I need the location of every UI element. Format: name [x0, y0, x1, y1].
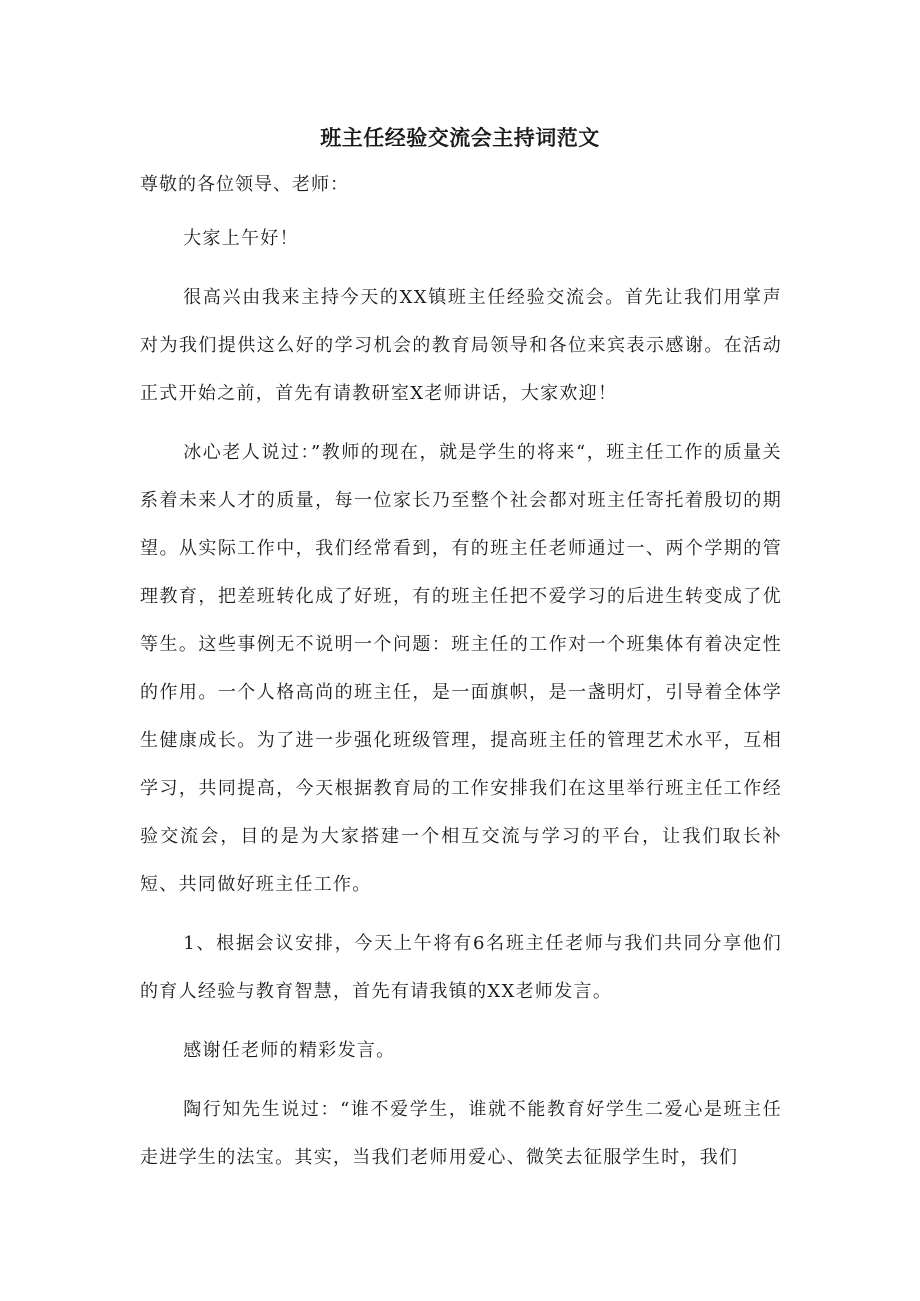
- paragraph-tao-xingzhi-quote: 陶行知先生说过：“谁不爱学生，谁就不能教育好学生二爱心是班主任走进学生的法宝。其实，当我们老师用爱心、微笑去征服学生时，我们: [140, 1099, 782, 1168]
- paragraph-greeting: 大家上午好！: [183, 228, 299, 249]
- paragraph-bingxin-quote: 冰心老人说过：”教师的现在，就是学生的将来“，班主任工作的质量关系着未来人才的质量，每一位家长乃至整个社会都对班主任寄托着殷切的期望。从实际工作中，我们经常看到，有的班主任老师通过一、两个学期的管理教育，把差班转化成了好班，有的班主任把不爱学习的后进生转变成了优等生。这些事例无不说明一个问题：班主任的工作对一个班集体有着决定性的作用。一个人格高尚的班主任，是一面旗帜，是一盏明灯，引导着全体学生健康成长。为了进一步强化班级管理，提高班主任的管理艺术水平，互相学习，共同提高，今天根据教育局的工作安排我们在这里举行班主任工作经验交流会，目的是为大家搭建一个相互交流与学习的平台，让我们取长补短、共同做好班主任工作。: [140, 442, 782, 895]
- paragraph-thanks: 感谢任老师的精彩发言。: [183, 1040, 396, 1061]
- document-body: [140, 215, 782, 1182]
- paragraph-agenda-item-1: 1、根据会议安排，今天上午将有6名班主任老师与我们共同分享他们的育人经验与教育智慧，首先有请我镇的XX老师发言。: [140, 933, 782, 1002]
- salutation: 尊敬的各位领导、老师：: [140, 174, 349, 195]
- paragraph-opening: 很高兴由我来主持今天的XX镇班主任经验交流会。首先让我们用掌声对为我们提供这么好的学习机会的教育局领导和各位来宾表示感谢。在活动正式开始之前，首先有请教研室X老师讲话，大家欢迎！: [140, 287, 782, 404]
- document-title: 班主任经验交流会主持词范文: [320, 125, 600, 150]
